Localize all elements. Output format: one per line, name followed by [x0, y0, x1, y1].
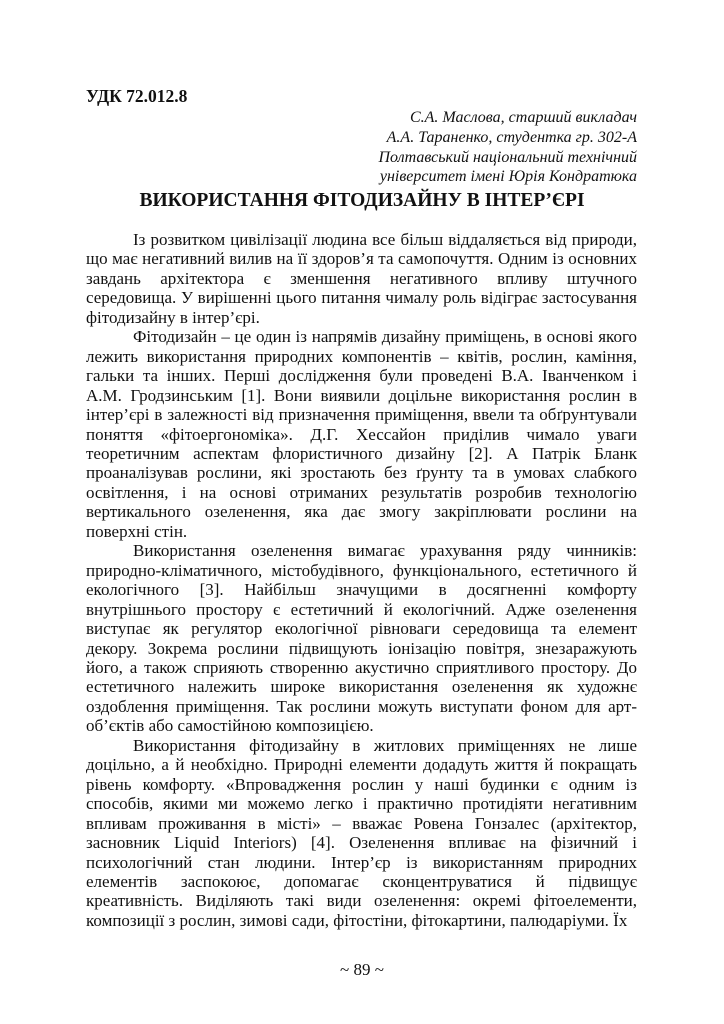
text-line: композиції з рослин, зимові сади, фітостіни, фітокартини, палюдаріуми. Їх: [86, 910, 628, 930]
text-line: гальки та інших. Перші дослідження були проведені В.А. Іванченком і: [86, 366, 637, 386]
text-line: доцільно, а й необхідно. Природні елементи додадуть життя й покращать: [86, 755, 637, 775]
text-line: декору. Зокрема рослини підвищують іонізацію повітря, знезаражують: [86, 638, 637, 658]
text-line: поверхні стін.: [86, 521, 188, 541]
text-line: засновник Liquid Interiors) [4]. Озеленення впливає на фізичний і: [86, 833, 637, 853]
text-line: що має негативний вилив на її здоров’я та самопочуття. Одним із основних: [86, 249, 637, 269]
paragraph: [86, 230, 637, 327]
article-title: ВИКОРИСТАННЯ ФІТОДИЗАЙНУ В ІНТЕР’ЄРІ: [139, 190, 585, 211]
text-line: впливам проживання в місті» – вважає Ровена Гонзалес (архітектор,: [86, 813, 637, 833]
text-line: інтер’єрі в залежності від призначення приміщення, ввели та обґрунтували: [86, 405, 637, 425]
text-line: способів, якими ми можемо легко і практично протидіяти негативним: [86, 794, 637, 814]
text-line: поняття «фітоергономіка». Д.Г. Хессайон приділив чимало уваги: [86, 424, 637, 444]
affiliation-line: Полтавський національний технічний: [378, 148, 637, 166]
text-line: природно-кліматичного, містобудівного, функціонального, естетичного й: [86, 560, 637, 580]
paragraph: [86, 327, 637, 541]
author-line: А.А. Тараненко, студентка гр. 302-А: [386, 128, 637, 146]
text-line: освітлення, і на основі отриманих результатів розробив технологію: [86, 482, 637, 502]
text-line: виступає як регулятор екологічної рівноваги середовища та елемент: [86, 619, 637, 639]
text-line: завдань архітектора є зменшення негативного впливу штучного: [86, 268, 637, 288]
paragraph: [86, 736, 637, 931]
text-line: об’єктів або самостійною композицією.: [86, 716, 374, 736]
text-line: креативність. Виділяють такі види озеленення: окремі фітоелементи,: [86, 891, 637, 911]
text-line: Використання фітодизайну в житлових приміщеннях не лише: [133, 735, 637, 755]
text-line: середовища. У вирішенні цього питання чималу роль відіграє застосування: [86, 288, 637, 308]
text-line: внутрішнього простору є естетичний й екологічний. Адже озеленення: [86, 599, 637, 619]
authors-block: [379, 108, 638, 187]
text-line: А.М. Гродзинським [1]. Вони виявили доцільне використання рослин в: [86, 385, 637, 405]
text-line: фітодизайну в інтер’єрі.: [86, 307, 260, 327]
paragraph: [86, 541, 637, 736]
text-line: вертикального озеленення, яка дає змогу закріплювати рослини на: [86, 502, 637, 522]
text-line: рівень комфорту. «Впровадження рослин у наші будинки є одним із: [86, 774, 637, 794]
text-line: екологічного [3]. Найбільш значущими в досягненні комфорту: [86, 580, 637, 600]
text-line: естетичного належить широке використання озеленення як художнє: [86, 677, 637, 697]
text-line: його, а також сприяють створенню акустично сприятливого простору. До: [86, 657, 637, 677]
text-line: лежить використання природних компонентів – квітів, рослин, каміння,: [86, 346, 637, 366]
text-line: теоретичним аспектам флористичного дизайну [2]. А Патрік Бланк: [86, 443, 637, 463]
text-line: Із розвитком цивілізації людина все більш віддаляється від природи,: [133, 230, 637, 249]
text-line: Використання озеленення вимагає урахування ряду чинників:: [133, 541, 637, 561]
text-line: елементів заспокоює, допомагає сконцентруватися й підвищує: [86, 871, 637, 891]
text-line: оздоблення приміщення. Так рослини можуть виступати фоном для арт-: [86, 696, 637, 716]
article-body: [86, 230, 637, 930]
page-number: ~ 89 ~: [340, 960, 384, 979]
text-line: психологічний стан людини. Інтер’єр із використанням природних: [86, 852, 637, 872]
udk-code: УДК 72.012.8: [86, 86, 188, 106]
affiliation-line: університет імені Юрія Кондратюка: [379, 168, 637, 186]
author-line: С.А. Маслова, старший викладач: [409, 109, 637, 126]
text-line: проаналізував рослини, які зростають без ґрунту та в умовах слабкого: [86, 463, 637, 483]
text-line: Фітодизайн – це один із напрямів дизайну приміщень, в основі якого: [133, 327, 637, 347]
